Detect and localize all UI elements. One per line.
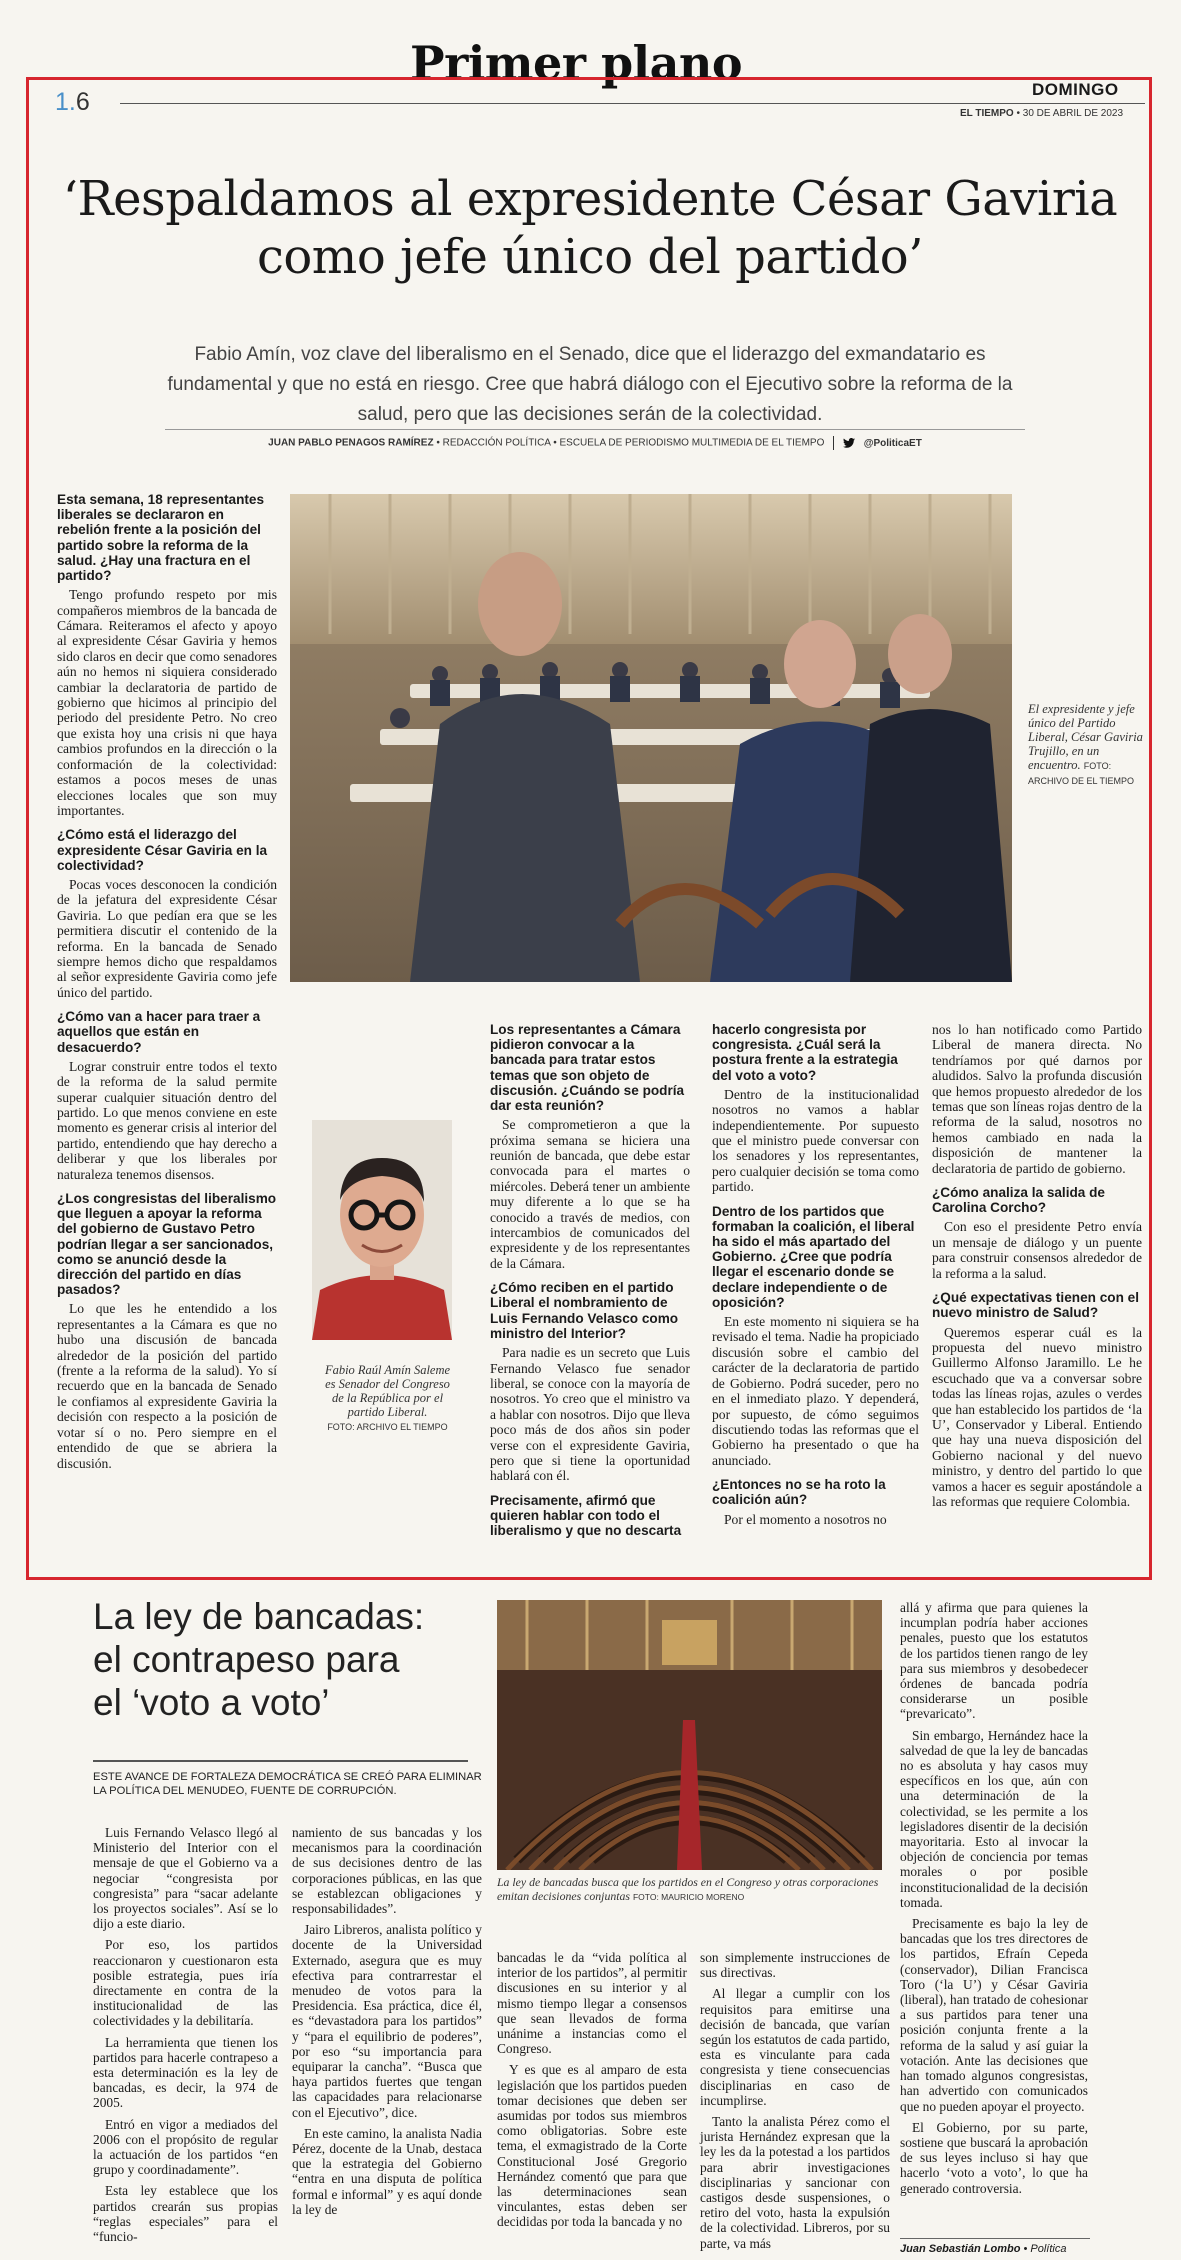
portrait-credit: FOTO: ARCHIVO EL TIEMPO: [327, 1422, 448, 1432]
lower-column-3: [497, 1950, 687, 2236]
publication-date: • 30 DE ABRIL DE 2023: [1013, 108, 1124, 119]
paragraph: En este camino, la analista Nadia Pérez, docente de la Unab, destaca que la estrategia del Gobierno “entra en una disputa de política formal e informal” y es aquí donde la ley de: [292, 2125, 482, 2217]
meeting-photo-illustration: [290, 494, 1012, 982]
main-photo-caption-text: El expresidente y jefe único del Partido Liberal, César Gaviria Trujillo, en un encuentro.: [1028, 702, 1143, 772]
paragraph: Jairo Libreros, analista político y docente de la Universidad Externado, asegura que es muy efectiva para contrarrestar el menudeo de votos para la Presidencia. Esa práctica, dice él, es “devastadora para los partidos” y “para el equilibrio de poderes”, por eso “su importancia para equiparar la cancha”. “Busca que haya partidos fuertes que tengan las capacidades para relacionarse con el Ejecutivo”, dice.: [292, 1922, 482, 2120]
byline-desk: • REDACCIÓN POLÍTICA • ESCUELA DE PERIODISMO MULTIMEDIA DE EL TIEMPO: [433, 437, 825, 449]
paragraph: Precisamente es bajo la ley de bancadas que los tres directores de los partidos, Efraín Cepeda (conservador), Dilian Francisca Toro (‘la U’) y César Gaviria (liberal), han tratado de cohesionar a sus partidos para tener una posición conjunta frente a la reforma de la salud y así guiar la votación. Ante las decisiones que han tomado algunos congresistas, han advertido con comunicados que no pueden apoyar el proyecto.: [900, 1916, 1088, 2114]
paragraph: namiento de sus bancadas y los mecanismos para la coordinación de sus decisiones dentro de las corporaciones públicas, en las que se establezcan obligaciones y responsabilidades”.: [292, 1825, 482, 1917]
article-column-1: [57, 492, 277, 1480]
congress-photo-caption: [497, 1876, 892, 1904]
article-column-3: [712, 1022, 919, 1536]
answer: Queremos esperar cuál es la propuesta del nuevo ministro Guillermo Alfonso Jaramillo. Le he escuchado que va a conversar sobre todas las líneas rojas, azules o verdes que han establecido los partidos de ‘la U’, Conservador y Liberal. Entiendo que hay una nueva disposición del Gobierno nacional y del nuevo ministro, y dentro del partido lo que vamos a hacer es seguir apostándole a las reformas que requiere Colombia.: [932, 1324, 1142, 1509]
author-name: JUAN PABLO PENAGOS RAMÍREZ: [268, 437, 434, 449]
question: hacerlo congresista por congresista. ¿Cuál será la postura frente a la estrategia del voto a voto?: [712, 1022, 898, 1083]
lower-column-1: [93, 1825, 278, 2250]
answer: Por el momento a nosotros no: [724, 1511, 887, 1527]
paragraph: son simplemente instrucciones de sus directivas.: [700, 1950, 890, 1981]
congress-photo-illustration: [497, 1600, 882, 1870]
lower-column-2: [292, 1825, 482, 2223]
publication-name: EL TIEMPO: [960, 108, 1014, 119]
question: ¿Qué expectativas tienen con el nuevo ministro de Salud?: [932, 1290, 1139, 1321]
question: ¿Entonces no se ha roto la coalición aún?: [712, 1477, 886, 1508]
paragraph: Y es que es al amparo de esta legislación que los partidos pueden tomar decisiones que deben ser asumidas por todos sus miembros como obligatorias. Sobre este tema, el exmagistrado de la Corte Constitucional José Gregorio Hernández comentó que para que las determinaciones sean vinculantes, estas deben ser decididas por toda la bancada y no: [497, 2062, 687, 2230]
question: ¿Cómo van a hacer para traer a aquellos que están en desacuerdo?: [57, 1009, 261, 1055]
paragraph: Al llegar a cumplir con los requisitos para emitirse una decisión de bancada, que varían según los estatutos de cada partido, esta es vinculante para cada congresista y tiene consecuencias disciplinarias en caso de incumplirse.: [700, 1986, 890, 2108]
answer: Lo que les he entendido a los representantes a la Cámara es que no hubo una discusión de bancada alrededor de la posición del partido (frente a la reforma de la salud). Yo sí recuerdo que en la bancada de Senado le confiamos al expresidente Gaviria la decisión con respecto a la posición de votar sí o no. Pero siempre en el entendido de que se abriera la discusión.: [57, 1301, 277, 1471]
question: ¿Cómo analiza la salida de Carolina Corcho?: [932, 1185, 1105, 1216]
byline-rule: [165, 429, 1025, 430]
signature-name: Juan Sebastián Lombo: [900, 2243, 1021, 2255]
answer: Tengo profundo respeto por mis compañeros miembros de la bancada de Cámara. Reiteramos el afecto y apoyo al expresidente César Gaviria y hemos sido claros en decir que como senadores aún no hemos ni siquiera considerado cambiar la declaratoria de partido de gobierno que hicimos al principio del periodo del presidente Petro. No creo que exista hoy una crisis ni que haya cambios profundos en la dirección o la conformación de la colectividad: estamos a pocos meses de unas elecciones locales que son muy importantes.: [57, 587, 277, 818]
paragraph: La herramienta que tienen los partidos para hacerle contrapeso a esta determinación es la ley de bancadas, es decir, la 974 de 2005.: [93, 2034, 278, 2111]
portrait-photo: [312, 1120, 452, 1340]
article-column-4: [932, 1022, 1142, 1518]
answer: Lograr construir entre todos el texto de la reforma de la salud permite superar cualquier situación dentro del partido. Lo que menos conviene en este momento es generar crisis al interior del partido, entendiendo que hay derecho a deliberar y que los liberales por naturaleza tenemos disensos.: [57, 1058, 277, 1182]
meeting-photo: [290, 494, 1012, 982]
answer: Dentro de la institucionalidad nosotros no vamos a hablar independientemente. Por supuesto que el ministro puede conversar con los senadores y los representantes, pero cualquier decisión se toma como partido.: [712, 1086, 919, 1195]
lower-column-5: [900, 1600, 1088, 2202]
byline-separator: [833, 436, 834, 450]
question: ¿Cómo está el liderazgo del expresidente César Gaviria en la colectividad?: [57, 827, 268, 873]
signature-rule: [900, 2238, 1090, 2239]
section-title: Primer plano: [410, 36, 743, 90]
portrait-illustration: [312, 1120, 452, 1340]
paragraph: Por eso, los partidos reaccionaron y cuestionaron esta posible estrategia, pues iría directamente en contra de la institucionalidad de las colectividades y la debilitaría.: [93, 1937, 278, 2029]
page-number-prefix: 1.: [55, 88, 76, 116]
lower-deck-rule: [93, 1760, 468, 1762]
paragraph: Tanto la analista Pérez como el jurista Hernández expresan que la ley les da la potestad a los partidos para abrir investigaciones disciplinarias y sancionar con castigos desde suspensiones, o retiro del voto, hasta la expulsión de la colectividad. Libreros, por su parte, va más: [700, 2114, 890, 2251]
header-rule: [120, 103, 1145, 104]
paragraph: bancadas le da “vida política al interior de los partidos”, al permitir discusiones en su interior y al mismo tiempo llegar a consensos que sean llevados de forma unánime a instancias como el Congreso.: [497, 1950, 687, 2057]
portrait-caption-text: Fabio Raúl Amín Saleme es Senador del Congreso de la República por el partido Liberal.: [324, 1363, 451, 1419]
answer: Se comprometieron a que la próxima semana se hiciera una reunión de bancada, que debe estar convocada para el martes o miércoles. Deberá tener un ambiente muy diferente a lo que se ha conocido a través de medios, con intercambios de comunicados del expresidente y de los representantes de la Cámara.: [490, 1117, 690, 1271]
congress-photo: [497, 1600, 882, 1870]
paragraph: Luis Fernando Velasco llegó al Ministerio del Interior con el mensaje de que el Gobierno va a negociar “congresista por congresista” para “sacar adelante los proyectos sociales”. Así se lo dijo a este diario.: [93, 1825, 278, 1932]
main-photo-caption: [1028, 702, 1150, 788]
weekday: DOMINGO: [1032, 80, 1119, 99]
paragraph: Entró en vigor a mediados del 2006 con el propósito de regular la actuación de los partidos “en grupo y coordinadamente”.: [93, 2116, 278, 2178]
answer: Para nadie es un secreto que Luis Fernando Velasco fue senador liberal, se conoce con la mayoría de nosotros. Yo creo que el ministro va a hablar con nosotros. Dijo que lleva poco más de dos años sin poder verse con el expresidente Gaviria, pero que si tiene la oportunidad hablará con él.: [490, 1345, 690, 1484]
question: ¿Los congresistas del liberalismo que lleguen a apoyar la reforma del gobierno de Gustavo Petro podrían llegar a ser sancionados, como se anunció desde la dirección del partido en días pasados?: [57, 1191, 277, 1298]
answer: Con eso el presidente Petro envía un mensaje de diálogo y un puente para construir consensos alrededor de la reforma a la salud.: [932, 1219, 1142, 1281]
lower-signature: [900, 2243, 1066, 2255]
paragraph: allá y afirma que para quienes la incumplan podría haber acciones penales, puesto que los estatutos de los partidos tienen rango de ley para sus miembros y desobedecer órdenes de bancada podría considerarse un posible “prevaricato”.: [900, 1600, 1088, 1722]
twitter-icon: [843, 438, 855, 448]
answer: nos lo han notificado como Partido Liberal de manera directa. No tendríamos por qué darnos por aludidos. Salvo la profunda discusión que hemos propuesto alrededor de los temas que son líneas rojas dentro de la reforma de la salud, nosotros no hemos cambiado en nada la disposición de mantener la declaratoria de partido de gobierno.: [932, 1022, 1142, 1176]
portrait-caption: [320, 1363, 455, 1434]
question: Esta semana, 18 representantes liberales se declararon en rebelión frente a la posición del partido sobre la reforma de la salud. ¿Hay una fractura en el partido?: [57, 492, 265, 584]
article-headline: ‘Respaldamos al expresidente César Gaviria como jefe único del partido’: [62, 171, 1118, 285]
question: Precisamente, afirmó que quieren hablar con todo el liberalismo y que no descarta: [490, 1492, 682, 1539]
question: Dentro de los partidos que formaban la coalición, el liberal ha sido el más apartado del Gobierno. ¿Cree que podría llegar el escenario donde se declare independiente o de oposición?: [712, 1203, 915, 1310]
article-deck: Fabio Amín, voz clave del liberalismo en el Senado, dice que el liderazgo del exmandatario es fundamental y que no está en riesgo. Cree que habrá diálogo con el Ejecutivo sobre la reforma de la salud, pero que las decisiones serán de la colectividad.: [167, 344, 1013, 425]
lower-headline: La ley de bancadas: el contrapeso para el ‘voto a voto’: [93, 1596, 425, 1723]
paragraph: El Gobierno, por su parte, sostiene que buscará la aprobación de sus leyes incluso si hay que hacerlo ‘voto a voto’, lo que ha generado controversia.: [900, 2119, 1088, 2196]
paragraph: Sin embargo, Hernández hace la salvedad de que la ley de bancadas no es absoluta y hay casos muy específicos en los que, aún con una determinación de la colectividad, se les permite a los legisladores disentir de la decisión mayoritaria. Esto al invocar la objeción de conciencia por temas morales o por posible inconstitucionalidad de la decisión tomada.: [900, 1727, 1088, 1910]
main-photo-credit: FOTO: ARCHIVO DE EL TIEMPO: [1028, 761, 1135, 786]
answer: En este momento ni siquiera se ha revisado el tema. Nadie ha propiciado discusión sobre el cambio del carácter de la declaratoria de partido de Gobierno. Podrá suceder, pero no en el inmediato plazo. Y dependerá, por supuesto, de cómo seguimos discutiendo todas las reformas que el Gobierno ha presentado o que ha anunciado.: [712, 1314, 919, 1468]
congress-photo-credit: FOTO: MAURICIO MORENO: [632, 1891, 745, 1902]
lower-column-4: [700, 1950, 890, 2257]
lower-deck: ESTE AVANCE DE FORTALEZA DEMOCRÁTICA SE CREÓ PARA ELIMINAR LA POLÍTICA DEL MENUDEO, FUENTE DE CORRUPCIÓN.: [93, 1771, 482, 1797]
page-number: [55, 88, 90, 117]
question: ¿Cómo reciben en el partido Liberal el nombramiento de Luis Fernando Velasco como ministro del Interior?: [490, 1280, 679, 1341]
signature-desk: • Política: [1020, 2243, 1067, 2255]
dateline: [960, 108, 1123, 119]
paragraph: Esta ley establece que los partidos crearán sus propias “reglas especiales” para el “funcio-: [93, 2183, 278, 2245]
article-column-2: [490, 1022, 690, 1542]
answer: Pocas voces desconocen la condición de la jefatura del expresidente César Gaviria. Lo que pedían era que se les permitiera discutir el contenido de la reforma. En la bancada de Senado siempre hemos dicho que respaldamos al señor expresidente Gaviria como jefe único del partido.: [57, 876, 277, 1000]
page-number-suffix: 6: [75, 88, 90, 116]
byline: [165, 436, 1025, 450]
question: Los representantes a Cámara pidieron convocar a la bancada para tratar estos temas que son objeto de discusión. ¿Cuándo se podría dar esta reunión?: [490, 1022, 685, 1114]
congress-caption-text: La ley de bancadas busca que los partidos en el Congreso y otras corporaciones emitan decisiones conjuntas: [497, 1875, 879, 1903]
twitter-handle: @PoliticaET: [863, 437, 922, 449]
